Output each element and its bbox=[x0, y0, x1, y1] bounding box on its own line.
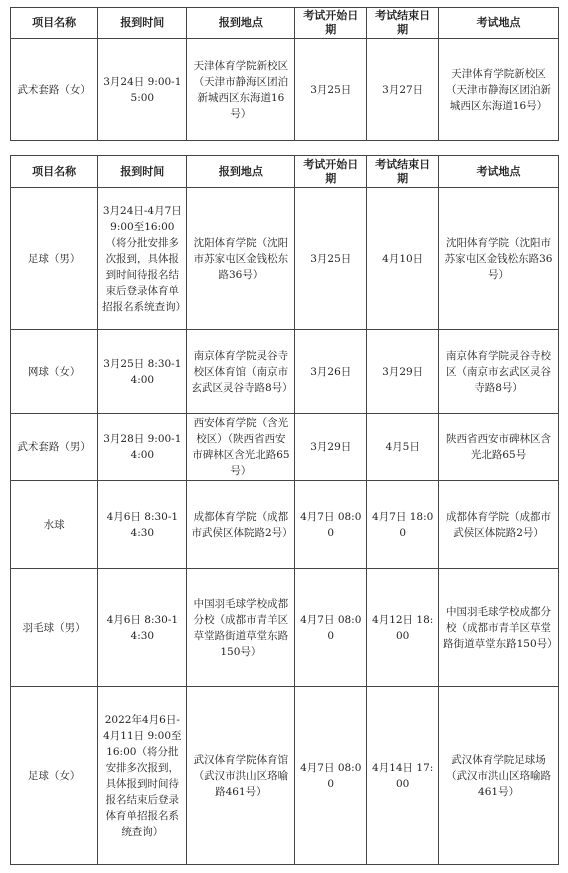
cell-checkin-place: 沈阳体育学院（沈阳市苏家屯区金钱松东路36号） bbox=[187, 188, 295, 330]
cell-project: 羽毛球（男） bbox=[11, 569, 98, 687]
header-checkin-place: 报到地点 bbox=[187, 8, 295, 39]
table-row bbox=[11, 687, 559, 865]
cell-exam-end: 4月10日 bbox=[367, 188, 439, 330]
cell-exam-start: 3月29日 bbox=[295, 414, 367, 481]
header-project: 项目名称 bbox=[11, 156, 98, 188]
header-exam-start: 考试开始日期 bbox=[295, 8, 367, 39]
cell-exam-place: 天津体育学院新校区（天津市静海区团泊新城西区东海道16号） bbox=[439, 39, 559, 141]
cell-exam-end: 4月5日 bbox=[367, 414, 439, 481]
table-row bbox=[11, 414, 559, 481]
cell-exam-start: 3月25日 bbox=[295, 39, 367, 141]
schedule-table-2 bbox=[10, 155, 559, 865]
cell-checkin-place: 中国羽毛球学校成都分校（成都市青羊区草堂路街道草堂东路150号） bbox=[187, 569, 295, 687]
cell-exam-end: 4月14日 17:00 bbox=[367, 687, 439, 865]
cell-checkin-place: 武汉体育学院体育馆（武汉市洪山区珞喻路461号） bbox=[187, 687, 295, 865]
header-exam-place: 考试地点 bbox=[439, 156, 559, 188]
table-row bbox=[11, 330, 559, 414]
cell-checkin-time: 3月24日 9:00-15:00 bbox=[98, 39, 187, 141]
cell-exam-end: 3月27日 bbox=[367, 39, 439, 141]
header-checkin-time: 报到时间 bbox=[98, 8, 187, 39]
cell-exam-place: 武汉体育学院足球场（武汉市洪山区珞喻路461号） bbox=[439, 687, 559, 865]
cell-exam-start: 4月7日 08:00 bbox=[295, 481, 367, 569]
cell-checkin-time: 3月24日-4月7日9:00至16:00（将分批安排多次报到，具体报到时间待报名结束后登录体育单招报名系统查询） bbox=[98, 188, 187, 330]
cell-exam-place: 南京体育学院灵谷寺校区（南京市玄武区灵谷寺路8号） bbox=[439, 330, 559, 414]
cell-project: 武术套路（女） bbox=[11, 39, 98, 141]
cell-exam-place: 沈阳体育学院（沈阳市苏家屯区金钱松东路36号） bbox=[439, 188, 559, 330]
table-row bbox=[11, 569, 559, 687]
header-checkin-time: 报到时间 bbox=[98, 156, 187, 188]
header-exam-start: 考试开始日期 bbox=[295, 156, 367, 188]
cell-project: 水球 bbox=[11, 481, 98, 569]
cell-exam-place: 陕西省西安市碑林区含光北路65号 bbox=[439, 414, 559, 481]
cell-checkin-time: 2022年4月6日-4月11日 9:00至16:00（将分批安排多次报到，具体报到时间待报名结束后登录体育单招报名系统查询） bbox=[98, 687, 187, 865]
cell-exam-place: 成都体育学院（成都市武侯区体院路2号） bbox=[439, 481, 559, 569]
cell-exam-start: 4月7日 08:00 bbox=[295, 687, 367, 865]
cell-checkin-time: 4月6日 8:30-14:30 bbox=[98, 481, 187, 569]
header-exam-place: 考试地点 bbox=[439, 8, 559, 39]
table-row bbox=[11, 39, 559, 141]
table-row bbox=[11, 481, 559, 569]
cell-exam-end: 3月29日 bbox=[367, 330, 439, 414]
cell-exam-end: 4月7日 18:00 bbox=[367, 481, 439, 569]
cell-project: 足球（男） bbox=[11, 188, 98, 330]
header-project: 项目名称 bbox=[11, 8, 98, 39]
cell-checkin-time: 4月6日 8:30-14:30 bbox=[98, 569, 187, 687]
cell-project: 足球（女） bbox=[11, 687, 98, 865]
cell-checkin-time: 3月28日 9:00-14:00 bbox=[98, 414, 187, 481]
cell-project: 网球（女） bbox=[11, 330, 98, 414]
cell-checkin-place: 南京体育学院灵谷寺校区体育馆（南京市玄武区灵谷寺路8号） bbox=[187, 330, 295, 414]
schedule-table-1 bbox=[10, 7, 559, 141]
cell-project: 武术套路（男） bbox=[11, 414, 98, 481]
cell-exam-end: 4月12日 18:00 bbox=[367, 569, 439, 687]
cell-exam-start: 3月25日 bbox=[295, 188, 367, 330]
cell-checkin-place: 天津体育学院新校区（天津市静海区团泊新城西区东海道16号） bbox=[187, 39, 295, 141]
cell-checkin-time: 3月25日 8:30-14:00 bbox=[98, 330, 187, 414]
header-exam-end: 考试结束日期 bbox=[367, 156, 439, 188]
cell-checkin-place: 成都体育学院（成都市武侯区体院路2号） bbox=[187, 481, 295, 569]
cell-checkin-place: 西安体育学院（含光校区）（陕西省西安市碑林区含光北路65号） bbox=[187, 414, 295, 481]
header-checkin-place: 报到地点 bbox=[187, 156, 295, 188]
table-row bbox=[11, 188, 559, 330]
cell-exam-start: 3月26日 bbox=[295, 330, 367, 414]
cell-exam-start: 4月7日 08:00 bbox=[295, 569, 367, 687]
header-row bbox=[11, 8, 559, 39]
cell-exam-place: 中国羽毛球学校成都分校（成都市青羊区草堂路街道草堂东路150号） bbox=[439, 569, 559, 687]
header-row bbox=[11, 156, 559, 188]
header-exam-end: 考试结束日期 bbox=[367, 8, 439, 39]
